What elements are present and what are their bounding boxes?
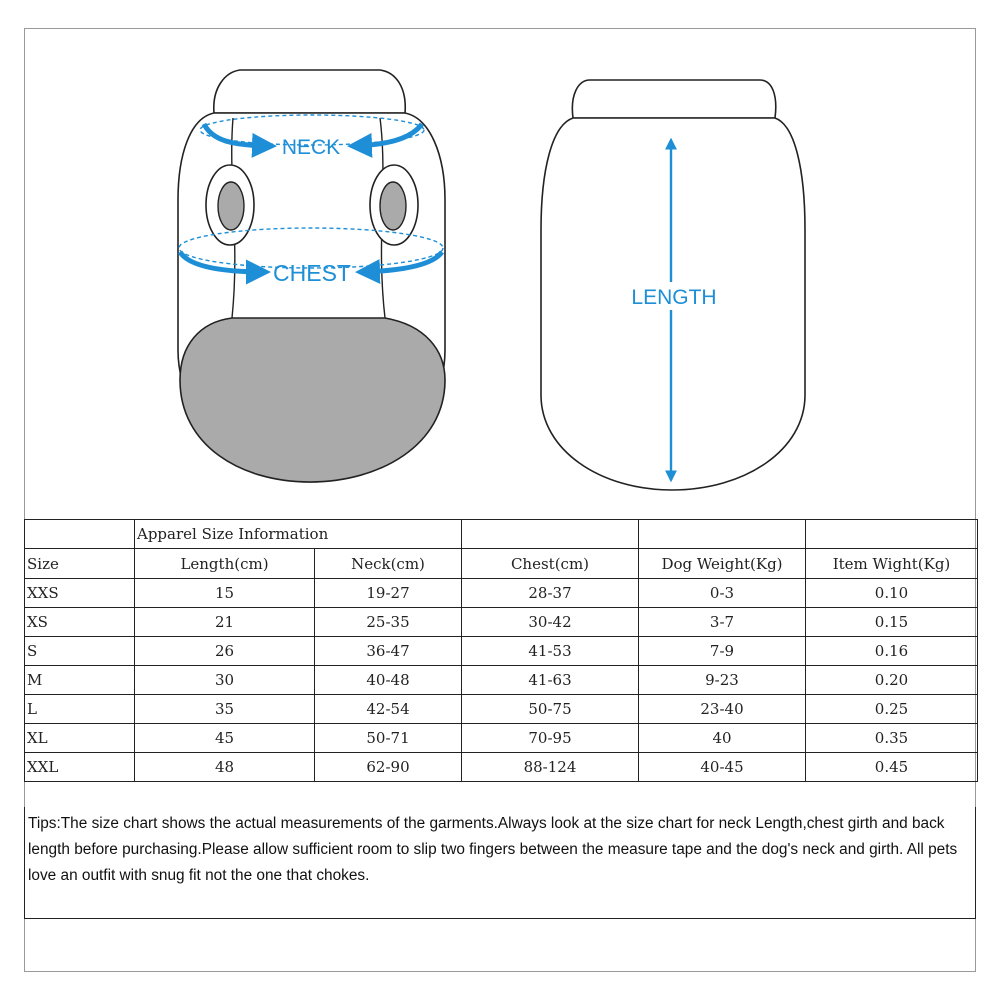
dog-weight-cell: 40-45 xyxy=(639,753,806,782)
dog-weight-cell: 7-9 xyxy=(639,637,806,666)
size-cell: XXS xyxy=(25,579,135,608)
dog-weight-cell: 23-40 xyxy=(639,695,806,724)
chest-cell: 41-53 xyxy=(462,637,639,666)
front-collar xyxy=(214,70,405,113)
table-title: Apparel Size Information xyxy=(135,520,462,549)
chest-cell: 50-75 xyxy=(462,695,639,724)
length-cell: 45 xyxy=(135,724,315,753)
chest-cell: 70-95 xyxy=(462,724,639,753)
length-cell: 30 xyxy=(135,666,315,695)
tips-text: Tips:The size chart shows the actual measurements of the garments.Always look at the size chart for neck Length,chest girth and back length before purchasing.Please allow sufficient room to slip two fingers between the measure tape and the dog's neck and girth. All pets love an outfit with snug fit not the one that chokes. xyxy=(24,807,976,919)
title-empty-cell xyxy=(462,520,639,549)
neck-cell: 62-90 xyxy=(315,753,462,782)
dog-weight-cell: 0-3 xyxy=(639,579,806,608)
title-empty-cell xyxy=(639,520,806,549)
table-row xyxy=(25,579,978,608)
chest-cell: 41-63 xyxy=(462,666,639,695)
length-cell: 15 xyxy=(135,579,315,608)
length-cell: 48 xyxy=(135,753,315,782)
length-cell: 21 xyxy=(135,608,315,637)
table-title-row xyxy=(25,520,978,549)
table-header-row xyxy=(25,549,978,579)
length-cell: 26 xyxy=(135,637,315,666)
header-length: Length(cm) xyxy=(135,549,315,579)
neck-cell: 25-35 xyxy=(315,608,462,637)
size-cell: M xyxy=(25,666,135,695)
dog-weight-cell: 3-7 xyxy=(639,608,806,637)
size-cell: XS xyxy=(25,608,135,637)
chest-cell: 30-42 xyxy=(462,608,639,637)
header-size: Size xyxy=(25,549,135,579)
neck-cell: 40-48 xyxy=(315,666,462,695)
title-empty-cell xyxy=(25,520,135,549)
neck-cell: 36-47 xyxy=(315,637,462,666)
size-cell: XL xyxy=(25,724,135,753)
length-label: LENGTH xyxy=(631,286,717,309)
item-weight-cell: 0.20 xyxy=(806,666,978,695)
header-chest: Chest(cm) xyxy=(462,549,639,579)
front-belly-panel xyxy=(180,318,445,482)
item-weight-cell: 0.16 xyxy=(806,637,978,666)
title-empty-cell xyxy=(806,520,978,549)
chest-cell: 28-37 xyxy=(462,579,639,608)
header-neck: Neck(cm) xyxy=(315,549,462,579)
header-item-weight: Item Wight(Kg) xyxy=(806,549,978,579)
table-row xyxy=(25,724,978,753)
item-weight-cell: 0.15 xyxy=(806,608,978,637)
dog-weight-cell: 9-23 xyxy=(639,666,806,695)
neck-cell: 50-71 xyxy=(315,724,462,753)
size-cell: S xyxy=(25,637,135,666)
leg-hole-left-inner xyxy=(218,182,244,230)
table-row xyxy=(25,608,978,637)
leg-hole-right-inner xyxy=(380,182,406,230)
neck-cell: 19-27 xyxy=(315,579,462,608)
dog-weight-cell: 40 xyxy=(639,724,806,753)
size-cell: L xyxy=(25,695,135,724)
back-collar xyxy=(572,80,775,118)
chest-label: CHEST xyxy=(273,260,351,286)
neck-label: NECK xyxy=(281,136,341,159)
header-dog-weight: Dog Weight(Kg) xyxy=(639,549,806,579)
length-cell: 35 xyxy=(135,695,315,724)
item-weight-cell: 0.35 xyxy=(806,724,978,753)
item-weight-cell: 0.45 xyxy=(806,753,978,782)
table-row xyxy=(25,666,978,695)
table-row xyxy=(25,753,978,782)
neck-cell: 42-54 xyxy=(315,695,462,724)
item-weight-cell: 0.25 xyxy=(806,695,978,724)
size-cell: XXL xyxy=(25,753,135,782)
back-garment xyxy=(541,80,805,490)
table-row xyxy=(25,695,978,724)
front-garment xyxy=(178,70,445,482)
item-weight-cell: 0.10 xyxy=(806,579,978,608)
table-row xyxy=(25,637,978,666)
size-table xyxy=(24,519,978,782)
chest-cell: 88-124 xyxy=(462,753,639,782)
